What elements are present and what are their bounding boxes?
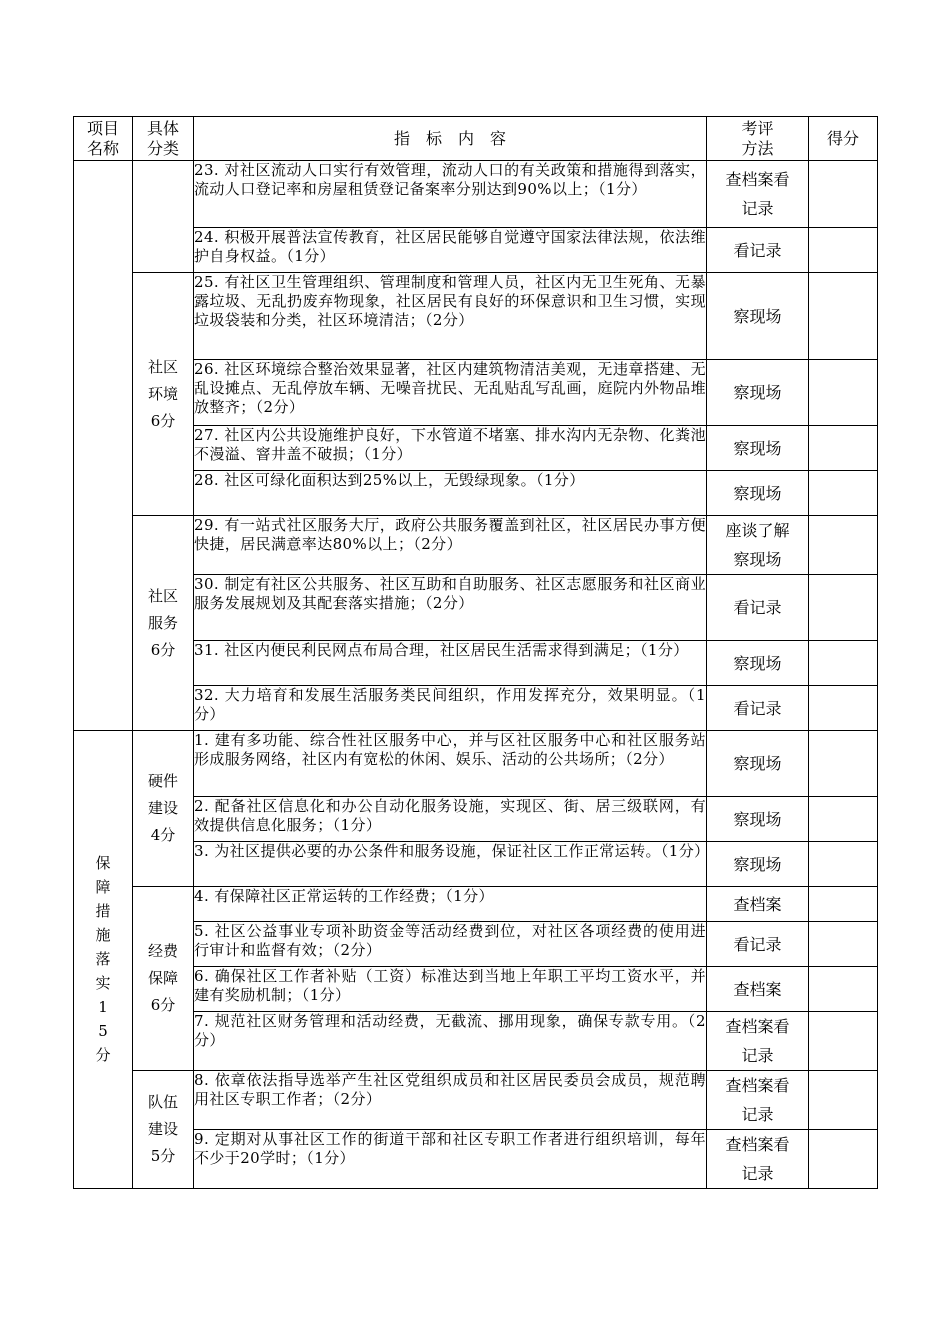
score-cell[interactable]	[809, 922, 878, 967]
table-row	[74, 575, 878, 641]
header-content: 指 标 内 容	[194, 117, 707, 161]
evaluation-method: 察现场	[707, 842, 809, 887]
category-label: 经费保障6分	[133, 887, 194, 1071]
score-cell[interactable]	[809, 575, 878, 641]
section-label	[74, 161, 133, 731]
evaluation-method: 察现场	[707, 471, 809, 516]
score-cell[interactable]	[809, 228, 878, 273]
table-row	[74, 1130, 878, 1189]
indicator-content: 8. 依章依法指导选举产生社区党组织成员和社区居民委员会成员，规范聘用社区专职工作者；（2分）	[194, 1071, 707, 1130]
table-row	[74, 797, 878, 842]
score-cell[interactable]	[809, 1012, 878, 1071]
evaluation-method: 座谈了解察现场	[707, 516, 809, 575]
evaluation-method: 看记录	[707, 922, 809, 967]
indicator-content: 23. 对社区流动人口实行有效管理，流动人口的有关政策和措施得到落实，流动人口登记率和房屋租赁登记备案率分别达到90%以上；（1分）	[194, 161, 707, 228]
table-row	[74, 228, 878, 273]
score-cell[interactable]	[809, 516, 878, 575]
category-label: 队伍建设5分	[133, 1071, 194, 1189]
indicator-content: 30. 制定有社区公共服务、社区互助和自助服务、社区志愿服务和社区商业服务发展规划及其配套落实措施；（2分）	[194, 575, 707, 641]
table-row	[74, 471, 878, 516]
score-cell[interactable]	[809, 797, 878, 842]
table-row	[74, 273, 878, 360]
table-body	[74, 161, 878, 1189]
table-row	[74, 842, 878, 887]
evaluation-method: 查档案看记录	[707, 1130, 809, 1189]
indicator-content: 24. 积极开展普法宣传教育，社区居民能够自觉遵守国家法律法规，依法维护自身权益。（1分）	[194, 228, 707, 273]
score-cell[interactable]	[809, 686, 878, 731]
evaluation-method: 察现场	[707, 797, 809, 842]
evaluation-method: 看记录	[707, 686, 809, 731]
indicator-content: 7. 规范社区财务管理和活动经费，无截流、挪用现象，确保专款专用。（2分）	[194, 1012, 707, 1071]
category-label: 硬件建设4分	[133, 731, 194, 887]
table-row	[74, 922, 878, 967]
table-row	[74, 1071, 878, 1130]
category-label	[133, 161, 194, 273]
table-row	[74, 1012, 878, 1071]
evaluation-table	[73, 116, 878, 1189]
evaluation-method: 查档案看记录	[707, 1071, 809, 1130]
indicator-content: 25. 有社区卫生管理组织、管理制度和管理人员，社区内无卫生死角、无暴露垃圾、无乱扔废弃物现象，社区居民有良好的环保意识和卫生习惯，实现垃圾袋装和分类，社区环境清洁；（2分）	[194, 273, 707, 360]
score-cell[interactable]	[809, 967, 878, 1012]
table-row	[74, 516, 878, 575]
indicator-content: 5. 社区公益事业专项补助资金等活动经费到位，对社区各项经费的使用进行审计和监督有效；（2分）	[194, 922, 707, 967]
indicator-content: 6. 确保社区工作者补贴（工资）标准达到当地上年职工平均工资水平，并建有奖励机制；（1分）	[194, 967, 707, 1012]
score-cell[interactable]	[809, 273, 878, 360]
indicator-content: 9. 定期对从事社区工作的街道干部和社区专职工作者进行组织培训，每年不少于20学时；（1分）	[194, 1130, 707, 1189]
indicator-content: 1. 建有多功能、综合性社区服务中心，并与区社区服务中心和社区服务站形成服务网络，社区内有宽松的休闲、娱乐、活动的公共场所；（2分）	[194, 731, 707, 797]
evaluation-method: 查档案看记录	[707, 1012, 809, 1071]
evaluation-method: 察现场	[707, 273, 809, 360]
indicator-content: 4. 有保障社区正常运转的工作经费；（1分）	[194, 887, 707, 922]
evaluation-method: 查档案	[707, 967, 809, 1012]
evaluation-method: 察现场	[707, 731, 809, 797]
category-label: 社区环境6分	[133, 273, 194, 516]
header-row	[74, 117, 878, 161]
evaluation-method: 看记录	[707, 228, 809, 273]
evaluation-method: 看记录	[707, 575, 809, 641]
header-score: 得分	[809, 117, 878, 161]
table-row	[74, 641, 878, 686]
evaluation-method: 察现场	[707, 360, 809, 426]
evaluation-method: 察现场	[707, 641, 809, 686]
category-label: 社区服务6分	[133, 516, 194, 731]
header-category: 具体分类	[133, 117, 194, 161]
score-cell[interactable]	[809, 641, 878, 686]
evaluation-method: 察现场	[707, 426, 809, 471]
score-cell[interactable]	[809, 842, 878, 887]
score-cell[interactable]	[809, 360, 878, 426]
table-row	[74, 686, 878, 731]
table-row	[74, 426, 878, 471]
score-cell[interactable]	[809, 887, 878, 922]
evaluation-method: 查档案看记录	[707, 161, 809, 228]
indicator-content: 26. 社区环境综合整治效果显著，社区内建筑物清洁美观，无违章搭建、无乱设摊点、无乱停放车辆、无噪音扰民、无乱贴乱写乱画，庭院内外物品堆放整齐；（2分）	[194, 360, 707, 426]
score-cell[interactable]	[809, 426, 878, 471]
score-cell[interactable]	[809, 1071, 878, 1130]
table-row	[74, 731, 878, 797]
section-label: 保障措施落实15分	[74, 731, 133, 1189]
header-method: 考评方法	[707, 117, 809, 161]
table-row	[74, 967, 878, 1012]
header-item-name: 项目名称	[74, 117, 133, 161]
score-cell[interactable]	[809, 161, 878, 228]
indicator-content: 28. 社区可绿化面积达到25%以上，无毁绿现象。（1分）	[194, 471, 707, 516]
score-cell[interactable]	[809, 1130, 878, 1189]
score-cell[interactable]	[809, 471, 878, 516]
indicator-content: 31. 社区内便民利民网点布局合理，社区居民生活需求得到满足；（1分）	[194, 641, 707, 686]
table-row	[74, 161, 878, 228]
table-row	[74, 360, 878, 426]
indicator-content: 27. 社区内公共设施维护良好，下水管道不堵塞、排水沟内无杂物、化粪池不漫溢、窨井盖不破损；（1分）	[194, 426, 707, 471]
indicator-content: 32. 大力培育和发展生活服务类民间组织，作用发挥充分，效果明显。（1分）	[194, 686, 707, 731]
table-row	[74, 887, 878, 922]
evaluation-method: 查档案	[707, 887, 809, 922]
indicator-content: 3. 为社区提供必要的办公条件和服务设施，保证社区工作正常运转。（1分）	[194, 842, 707, 887]
indicator-content: 2. 配备社区信息化和办公自动化服务设施，实现区、街、居三级联网，有效提供信息化服务；（1分）	[194, 797, 707, 842]
score-cell[interactable]	[809, 731, 878, 797]
indicator-content: 29. 有一站式社区服务大厅，政府公共服务覆盖到社区，社区居民办事方便快捷，居民满意率达80%以上；（2分）	[194, 516, 707, 575]
